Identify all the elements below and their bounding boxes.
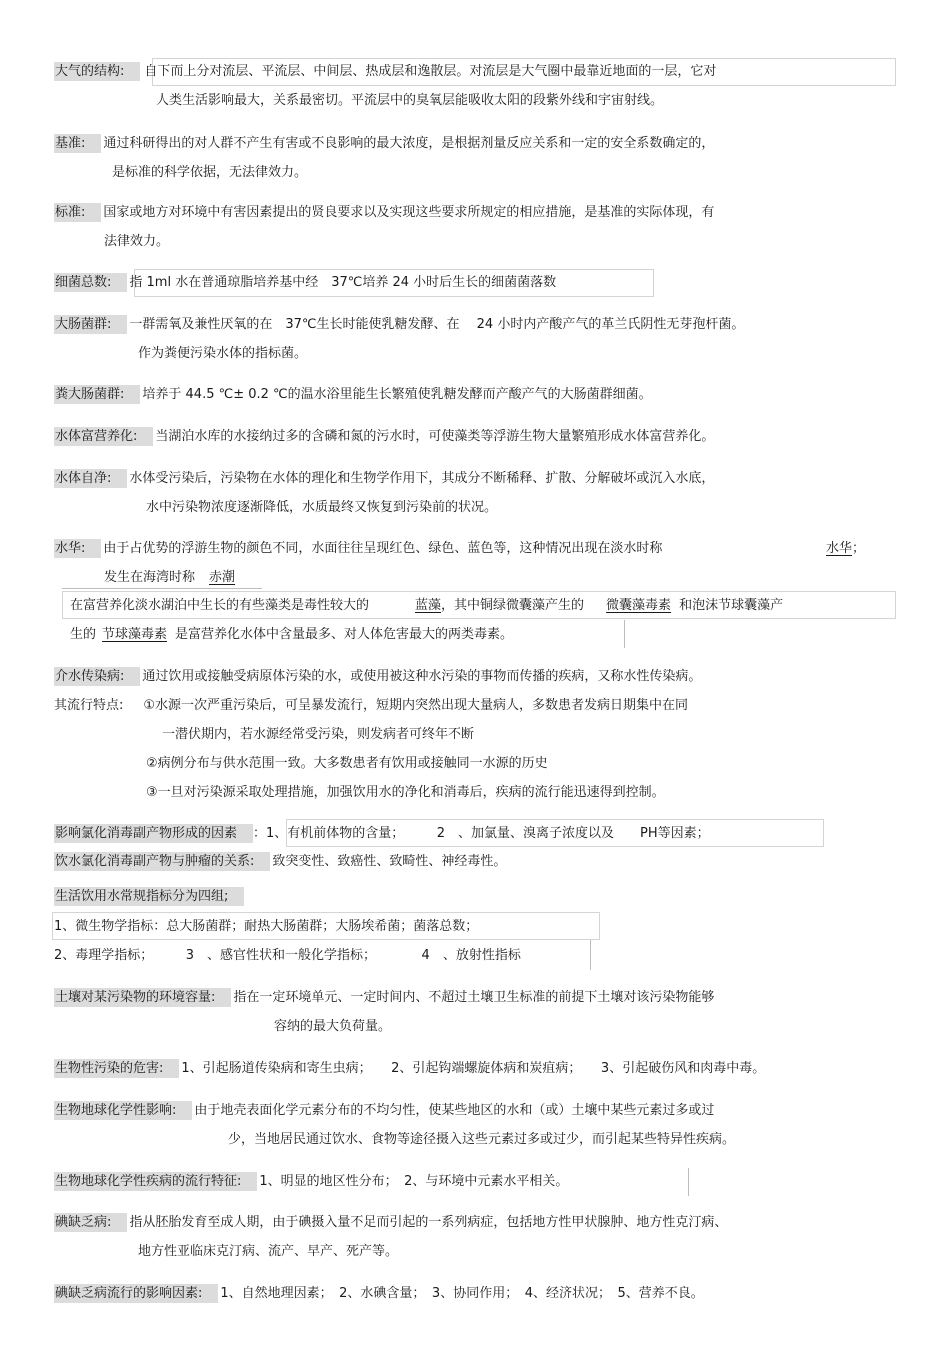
term-standard: 标准: bbox=[54, 203, 101, 222]
definition-text: 指 1ml 水在普通琼脂培养基中经 37℃培养 24 小时后生长的细菌菌落数 bbox=[129, 275, 557, 290]
term-soil-capacity: 土壤对某污染物的环境容量: bbox=[54, 988, 231, 1007]
biogeochemical-row-2: 少，当地居民通过饮水、食物等途径摄入这些元素过多或过少，而引起某些特异性疾病。 bbox=[228, 1132, 736, 1147]
algal-bloom-keyword bbox=[826, 540, 865, 558]
drinking-water-title bbox=[54, 888, 244, 906]
keyword-chichao: 赤潮 bbox=[209, 570, 236, 585]
algal-bloom-row-4 bbox=[70, 626, 513, 644]
term-criteria: 基准: bbox=[54, 134, 101, 153]
self-purification-row-2: 水中污染物浓度逐渐降低，水质最终又恢复到污染前的状况。 bbox=[146, 500, 498, 515]
keyword-lanzao: 蓝藻 bbox=[415, 598, 442, 613]
waterborne-features-row-4: ③一旦对污染源采取处理措施，加强饮用水的净化和消毒后，疾病的流行能迅速得到控制。 bbox=[146, 785, 665, 800]
cell-divider bbox=[62, 588, 262, 589]
biogeochemical-row-1 bbox=[54, 1102, 714, 1120]
coliform-row-1 bbox=[54, 316, 744, 334]
cell-divider bbox=[590, 940, 591, 970]
definition-text: 通过科研得出的对人群不产生有害或不良影响的最大浓度，是根据剂量反应关系和一定的安全系数确定的， bbox=[103, 136, 715, 151]
definition-text: 一群需氧及兼性厌氧的在 37℃生长时能使乳糖发酵、在 24 小时内产酸产气的革兰氏阴性无芽孢杆菌。 bbox=[129, 317, 745, 332]
term-fecal-coliform: 粪大肠菌群: bbox=[54, 385, 140, 404]
definition-text: 当湖泊水库的水接纳过多的含磷和氮的污水时，可使藻类等浮游生物大量繁殖形成水体富营养化。 bbox=[155, 429, 715, 444]
drinking-water-row-1: 1、微生物学指标：总大肠菌群；耐热大肠菌群；大肠埃希菌；菌落总数； bbox=[54, 919, 479, 934]
cell-divider bbox=[688, 1168, 689, 1196]
waterborne-row-1 bbox=[54, 668, 701, 686]
definition-text: 致突变性、致癌性、致畸性、神经毒性。 bbox=[272, 854, 507, 869]
atmosphere-row-2: 人类生活影响最大，关系最密切。平流层中的臭氧层能吸收太阳的段紫外线和宇宙射线。 bbox=[156, 93, 664, 108]
soil-capacity-row-2: 容纳的最大负荷量。 bbox=[274, 1019, 392, 1034]
self-purification-row-1 bbox=[54, 470, 714, 488]
definition-text: 水体受污染后，污染物在水体的理化和生物学作用下，其成分不断稀释、扩散、分解破坏或沉入水底， bbox=[129, 471, 715, 486]
term-biogeochemical: 生物地球化学性影响: bbox=[54, 1101, 192, 1120]
bio-pollution-row bbox=[54, 1060, 765, 1078]
term-self-purification: 水体自净: bbox=[54, 469, 127, 488]
biogeochemical-epidemic-row bbox=[54, 1173, 568, 1191]
term-coliform: 大肠菌群: bbox=[54, 315, 127, 334]
keyword-microcystin: 微囊藻毒素 bbox=[606, 598, 672, 613]
definition-text: 发生在海湾时称 bbox=[104, 570, 196, 585]
algal-bloom-row-1 bbox=[54, 540, 662, 558]
definition-text: 1、引起肠道传染病和寄生虫病； 2、引起钩端螺旋体病和炭疽病； 3、引起破伤风和肉毒中毒。 bbox=[181, 1061, 766, 1076]
term-biogeochemical-epidemic: 生物地球化学性疾病的流行特征: bbox=[54, 1172, 257, 1191]
keyword-nodularin: 节球藻毒素 bbox=[102, 627, 168, 642]
waterborne-features-row-3: ②病例分布与供水范围一致。大多数患者有饮用或接触同一水源的历史 bbox=[146, 756, 548, 771]
definition-text: 指在一定环境单元、一定时间内、不超过土壤卫生标准的前提下土壤对该污染物能够 bbox=[233, 990, 715, 1005]
term-bio-pollution: 生物性污染的危害: bbox=[54, 1059, 179, 1078]
standard-row-1 bbox=[54, 204, 714, 222]
keyword-shuihua: 水华 bbox=[826, 541, 853, 556]
algal-bloom-row-3 bbox=[70, 597, 783, 615]
term-bacteria-total: 细菌总数: bbox=[54, 273, 127, 292]
chlorination-row-2 bbox=[54, 853, 506, 871]
bacteria-total-row bbox=[54, 274, 556, 292]
waterborne-features-row-2: 一潜伏期内，若水源经常受污染，则发病者可终年不断 bbox=[162, 727, 475, 742]
iodine-deficiency-row-2: 地方性亚临床克汀病、流产、早产、死产等。 bbox=[138, 1244, 399, 1259]
standard-row-2: 法律效力。 bbox=[104, 234, 170, 249]
term-iodine-deficiency: 碘缺乏病: bbox=[54, 1213, 127, 1232]
definition-text: 由于地壳表面化学元素分布的不均匀性，使某些地区的水和（或）土壤中某些元素过多或过 bbox=[194, 1103, 715, 1118]
definition-text: 通过饮用或接触受病原体污染的水，或使用被这种水污染的事物而传播的疾病，又称水性传染病。 bbox=[142, 669, 702, 684]
definition-text: 国家或地方对环境中有害因素提出的贤良要求以及实现这些要求所规定的相应措施，是基准的实际体现，有 bbox=[103, 205, 715, 220]
definition-text: 和泡沫节球囊藻产 bbox=[679, 598, 784, 613]
definition-text: 自下而上分对流层、平流层、中间层、热成层和逸散层。对流层是大气圈中最靠近地面的一层，它对 bbox=[144, 64, 717, 79]
atmosphere-row-1 bbox=[54, 63, 716, 81]
term-waterborne: 介水传染病: bbox=[54, 667, 140, 686]
drinking-water-row-2: 2、毒理学指标； 3 、感官性状和一般化学指标； 4 、放射性指标 bbox=[54, 948, 521, 963]
feature-1: ①水源一次严重污染后，可呈暴发流行，短期内突然出现大量病人，多数患者发病日期集中在同 bbox=[143, 698, 689, 713]
coliform-row-2: 作为粪便污染水体的指标菌。 bbox=[138, 346, 308, 361]
eutrophication-row bbox=[54, 428, 714, 446]
criteria-row-1 bbox=[54, 135, 714, 153]
features-label: 其流行特点: bbox=[54, 698, 124, 713]
term-drinking-water: 生活饮用水常规指标分为四组; bbox=[54, 887, 244, 906]
iodine-factors-row bbox=[54, 1285, 704, 1303]
definition-text: 指从胚胎发育至成人期，由于碘摄入量不足而引起的一系列病症，包括地方性甲状腺肿、地方性克汀病、 bbox=[129, 1215, 728, 1230]
definition-text: 培养于 44.5 ℃± 0.2 ℃的温水浴里能生长繁殖使乳糖发酵而产酸产气的大肠菌群细菌。 bbox=[142, 387, 652, 402]
term-algal-bloom: 水华: bbox=[54, 539, 101, 558]
soil-capacity-row-1 bbox=[54, 989, 714, 1007]
term-atmosphere: 大气的结构: bbox=[54, 62, 140, 81]
term-chlorination-tumor: 饮水氯化消毒副产物与肿瘤的关系: bbox=[54, 852, 270, 871]
definition-text: 由于占优势的浮游生物的颜色不同，水面往往呈现红色、绿色、蓝色等，这种情况出现在淡水时称 bbox=[103, 541, 663, 556]
iodine-deficiency-row-1 bbox=[54, 1214, 727, 1232]
term-chlorination-factors: 影响氯化消毒副产物形成的因素 bbox=[54, 824, 253, 843]
cell-divider bbox=[624, 620, 625, 648]
punct: ； bbox=[852, 541, 866, 556]
definition-text: 是富营养化水体中含量最多、对人体危害最大的两类毒素。 bbox=[175, 627, 514, 642]
definition-text: 1、明显的地区性分布； 2、与环境中元素水平相关。 bbox=[259, 1174, 569, 1189]
fecal-coliform-row bbox=[54, 386, 652, 404]
definition-text: 在富营养化淡水湖泊中生长的有些藻类是毒性较大的 bbox=[70, 598, 370, 613]
algal-bloom-row-2 bbox=[104, 569, 235, 587]
definition-text: 1、自然地理因素； 2、水碘含量； 3、协同作用； 4、经济状况； 5、营养不良。 bbox=[220, 1286, 704, 1301]
waterborne-features-row-1 bbox=[54, 697, 688, 715]
term-eutrophication: 水体富营养化: bbox=[54, 427, 153, 446]
term-iodine-factors: 碘缺乏病流行的影响因素: bbox=[54, 1284, 218, 1303]
definition-text: ，其中铜绿微囊藻产生的 bbox=[441, 598, 585, 613]
criteria-row-2: 是标准的科学依据，无法律效力。 bbox=[112, 165, 308, 180]
definition-text: 生的 bbox=[70, 627, 97, 642]
definition-text: ：1、有机前体物的含量； 2 、加氯量、溴离子浓度以及 PH等因素； bbox=[253, 826, 710, 841]
chlorination-row-1 bbox=[54, 825, 710, 843]
